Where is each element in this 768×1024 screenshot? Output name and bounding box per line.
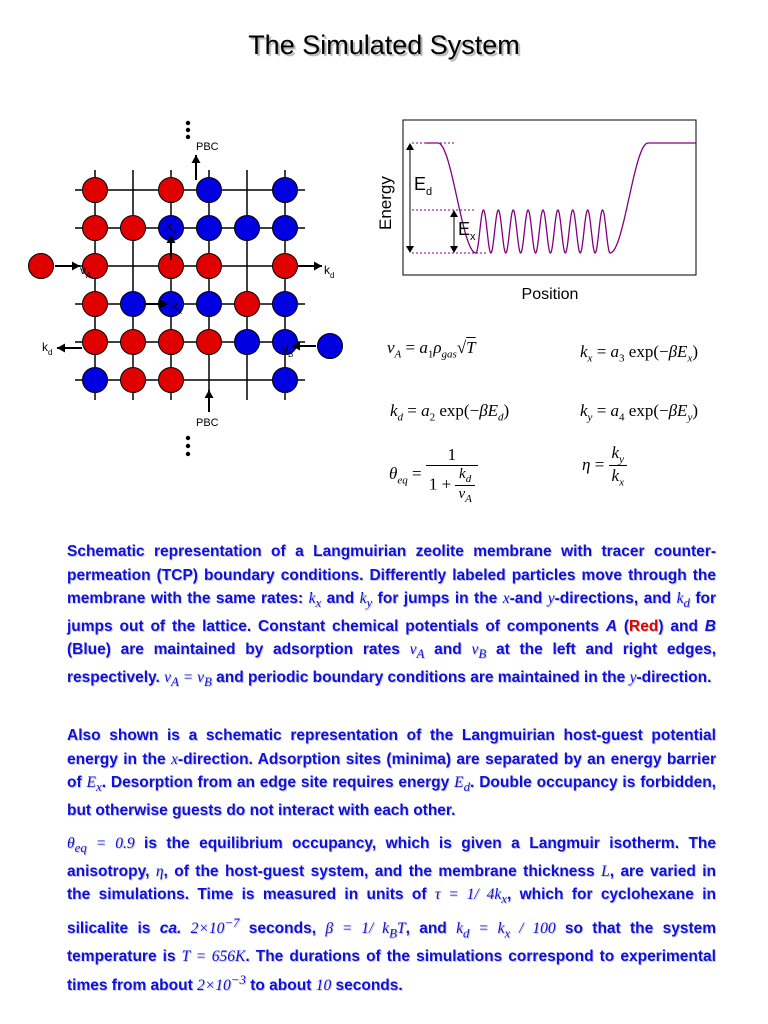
energy-plot [366,110,706,310]
red-particle [197,330,222,355]
red-particle [83,216,108,241]
blue-particle [273,368,298,393]
kd-right-arrow-head [314,262,322,271]
red-particle [235,292,260,317]
caption-paragraph-1: Schematic representation of a Langmuirian zeolite membrane with tracer counter-permeation (TCP) boundary conditions. Differently labeled particles move through the membrane with the same rates: $k_x$ and $k_y$ for jumps in the x-and y-directions, and $k_d$ for jumps out of the lattice. Constant chemical potentials of components A (Red) and B (Blue) are maintained by adsorption rates $\nu_A$ and $\nu_B$ at the left and right edges, respectively. $\nu_A = \nu_B$ and periodic boundary conditions are maintained in the y-direction. [67,543,717,690]
x-axis-label: Position [521,286,579,303]
red-particle [121,330,146,355]
kx-label: $k_x$ [172,299,182,316]
blue-particle [273,178,298,203]
page-title: The Simulated System [248,30,520,60]
eq-nu-a: $\nu_A = a_1\rho_{gas}√T$ [387,338,476,361]
ex-label: $E_x$ [458,219,476,243]
eq-eta: η = $\frac{k_y}{k_x}$ [582,443,627,489]
pbc-top-label: PBC [196,141,219,153]
blue-particle [235,216,260,241]
incoming-blue-particle [318,334,343,359]
blue-particle [235,330,260,355]
red-particle [159,178,184,203]
ed-label: $E_d$ [414,174,433,198]
blue-particle [197,178,222,203]
kd-right-label: $k_d$ [324,263,335,280]
red-particle [273,254,298,279]
blue-particle [197,216,222,241]
eq-kx: $k_x = a_3$ $\exp(-\beta E_x)$ [580,342,698,365]
eq-kd: $k_d = a_2$ $\exp(-\beta E_d)$ [390,401,510,424]
red-particle [121,216,146,241]
blue-particle [83,368,108,393]
nu-a-label: $\nu_A$ [80,263,92,280]
pbc-top-arrow-head [192,155,201,163]
pbc-bottom-arrow-head [205,390,214,398]
eq-ky: $k_y = a_4$ $\exp(-\beta E_y)$ [580,401,698,424]
incoming-red-particle [29,254,54,279]
red-particle [197,254,222,279]
lattice-grid [75,170,305,400]
red-particle [159,368,184,393]
nu-a-arrow-head [72,262,80,271]
red-particle [83,330,108,355]
pbc-bottom-label: PBC [196,417,219,429]
eq-theta: $\theta_{eq}$ = 1 1 + $\frac{k_d}{\nu_A}$ [389,445,478,505]
nu-b-label: $\nu_B$ [282,342,294,359]
pbc-dots-top [186,121,190,139]
ky-label: $k_y$ [166,219,176,236]
blue-particle [197,292,222,317]
y-axis-label: Energy [376,176,395,230]
blue-particle [273,216,298,241]
lattice-diagram [0,110,360,470]
particles [29,178,343,393]
red-particle [121,368,146,393]
blue-particle [273,292,298,317]
kd-left-arrow-head [57,344,65,353]
red-particle [159,330,184,355]
kd-left-label: $k_d$ [42,340,53,357]
caption-paragraph-2: Also shown is a schematic representation of the Langmuirian host-guest potential energy in the x-direction. Adsorption sites (minima) are separated by an energy barrier of $E_x$. Desorption from an edge site requires energy $E_d$. Double occupancy is forbidden, but otherwise guests do not interact with each other. [67,727,716,819]
caption-paragraph-3: $\theta_{eq} = 0.9$ is the equilibrium occupancy, which is given a Langmuir isotherm. The anisotropy, η, of the host-guest system, and the membrane thickness L, are varied in the simulations. Time is measured in units of τ = 1/ $4k_x$, which for cyclohexane in silicalite is ca. $2\times 10^{-7}$ seconds, β = 1/ $k_BT$, and $k_d = k_x / 100$ so that the system temperature is T = 656K. The durations of the simulations correspond to experimental times from about $2\times 10^{-3}$ to about 10 seconds. [67,835,717,995]
red-particle [83,178,108,203]
pbc-dots-bottom [186,436,190,456]
blue-particle [121,292,146,317]
red-particle [83,292,108,317]
